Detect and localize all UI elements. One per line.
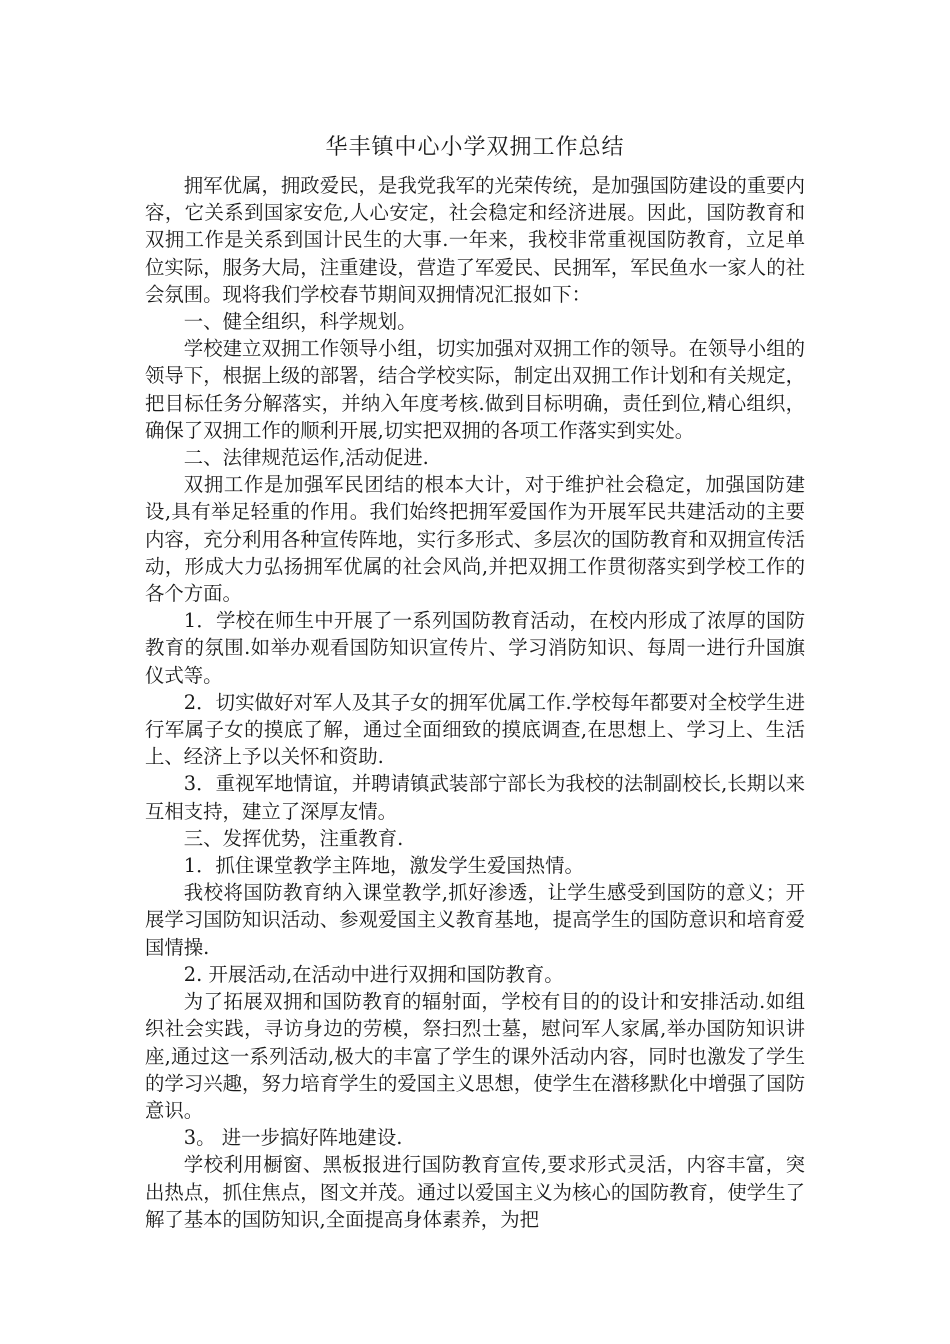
list-item: 1．学校在师生中开展了一系列国防教育活动，在校内形成了浓厚的国防教育的氛围.如举办观看国防知识宣传片、学习消防知识、每周一进行升国旗仪式等。	[145, 609, 805, 687]
sub-heading: 2. 开展活动,在活动中进行双拥和国防教育。	[183, 962, 564, 986]
intro-paragraph: 拥军优属，拥政爱民，是我党我军的光荣传统，是加强国防建设的重要内容，它关系到国家安危,人心安定，社会稳定和经济进展。因此，国防教育和双拥工作是关系到国计民生的大事.一年来，我校非常重视国防教育，立足单位实际，服务大局，注重建设，营造了军爱民、民拥军，军民鱼水一家人的社会氛围。现将我们学校春节期间双拥情况汇报如下：	[145, 174, 805, 306]
section-heading-3: 三、发挥优势，注重教育.	[183, 826, 404, 850]
document-page	[145, 128, 805, 1233]
document-body	[145, 172, 805, 1233]
paragraph: 学校建立双拥工作领导小组，切实加强对双拥工作的领导。在领导小组的领导下，根据上级的部署，结合学校实际，制定出双拥工作计划和有关规定，把目标任务分解落实，并纳入年度考核.做到目标明确，责任到位,精心组织，确保了双拥工作的顺利开展,切实把双拥的各项工作落实到实处。	[145, 337, 805, 442]
sub-heading: 1．抓住课堂教学主阵地，激发学生爱国热情。	[183, 854, 584, 878]
list-item: 3．重视军地情谊，并聘请镇武装部宁部长为我校的法制副校长,长期以来互相支持，建立了深厚友情。	[145, 772, 805, 823]
paragraph: 学校利用橱窗、黑板报进行国防教育宣传,要求形式灵活，内容丰富，突出热点，抓住焦点，图文并茂。通过以爱国主义为核心的国防教育，使学生了解了基本的国防知识,全面提高身体素养，为把	[145, 1153, 805, 1231]
sub-heading: 3。 进一步搞好阵地建设.	[183, 1126, 403, 1150]
section-heading-2: 二、法律规范运作,活动促进.	[183, 446, 429, 470]
paragraph: 为了拓展双拥和国防教育的辐射面，学校有目的的设计和安排活动.如组织社会实践，寻访身边的劳模，祭扫烈士墓，慰问军人家属,举办国防知识讲座,通过这一系列活动,极大的丰富了学生的课外活动内容，同时也激发了学生的学习兴趣，努力培育学生的爱国主义思想，使学生在潜移默化中增强了国防意识。	[145, 990, 805, 1122]
paragraph: 我校将国防教育纳入课堂教学,抓好渗透，让学生感受到国防的意义；开展学习国防知识活动、参观爱国主义教育基地，提高学生的国防意识和培育爱国情操.	[145, 881, 805, 959]
document-title: 华丰镇中心小学双拥工作总结	[325, 135, 625, 160]
paragraph: 双拥工作是加强军民团结的根本大计，对于维护社会稳定，加强国防建设,具有举足轻重的作用。我们始终把拥军爱国作为开展军民共建活动的主要内容，充分利用各种宣传阵地，实行多形式、多层次的国防教育和双拥宣传活动，形成大力弘扬拥军优属的社会风尚,并把双拥工作贯彻落实到学校工作的各个方面。	[145, 473, 805, 606]
section-heading-1: 一、健全组织，科学规划。	[183, 310, 417, 334]
list-item: 2．切实做好对军人及其子女的拥军优属工作.学校每年都要对全校学生进行军属子女的摸底了解，通过全面细致的摸底调查,在思想上、学习上、生活上、经济上予以关怀和资助.	[145, 690, 805, 769]
